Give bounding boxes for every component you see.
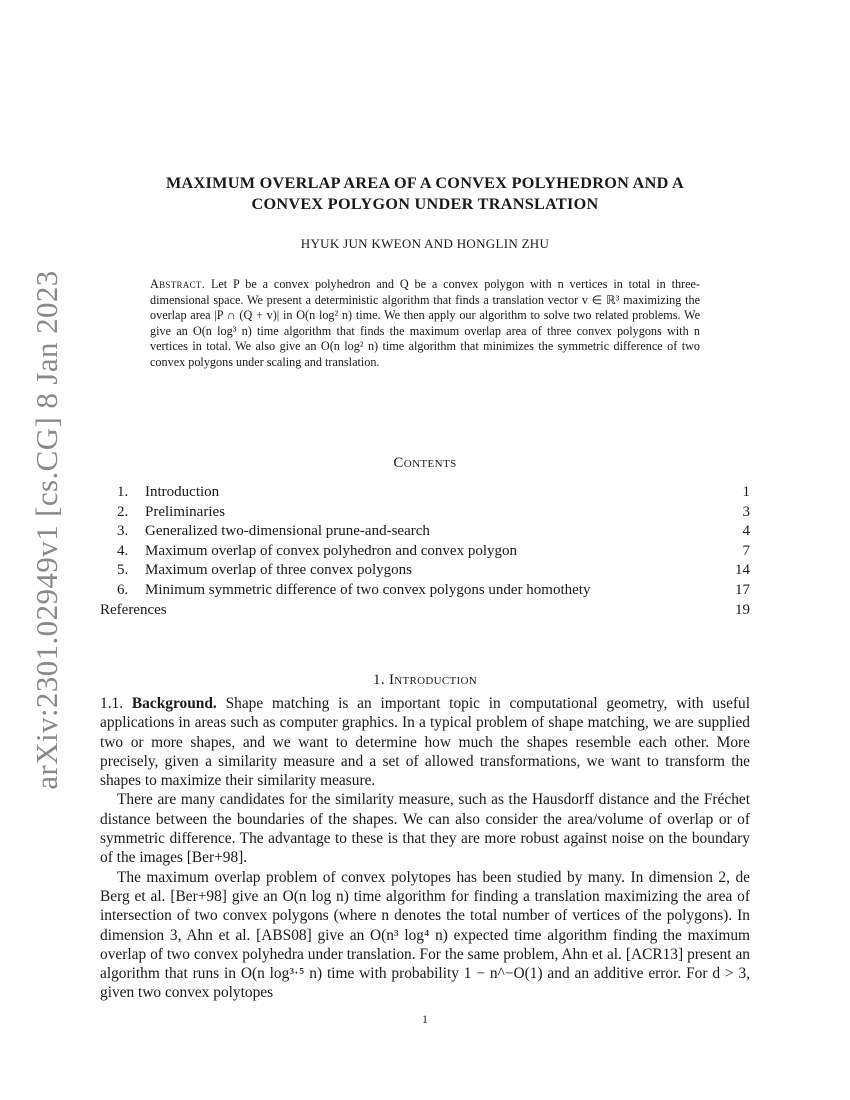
author-list: HYUK JUN KWEON AND HONGLIN ZHU: [300, 236, 550, 251]
paragraph: [100, 694, 750, 790]
toc-entry-title: Generalized two-dimensional prune-and-search: [145, 523, 430, 540]
toc-entry-title: Preliminaries: [145, 503, 225, 520]
title-line-2: CONVEX POLYGON UNDER TRANSLATION: [251, 195, 599, 213]
paragraph: The maximum overlap problem of convex polytopes has been studied by many. In dimension 2, de Berg et al. [Ber+98] give an O(n log n) time algorithm for finding a translation maximizing the area of intersection of two convex polygons (where n denotes the total number of vertices of the polygons). In dimension 3, Ahn et al. [ABS08] give an O(n³ log⁴ n) expected time algorithm finding the maximum overlap of two convex polyhedra under translation. For the same problem, Ahn et al. [ACR13] present an algorithm that runs in O(n log³·⁵ n) time with probability 1 − n^−O(1) and an additive error. For d > 3, given two convex polytopes: [100, 868, 750, 1002]
toc-entry-page: 14: [735, 562, 750, 579]
subsection-heading: Background.: [131, 695, 217, 712]
toc-entry-page: 7: [742, 542, 750, 559]
toc-entry-title: References: [100, 601, 167, 618]
table-of-contents: [100, 483, 750, 620]
abstract-heading: Abstract.: [150, 277, 206, 291]
toc-entry[interactable]: [117, 561, 750, 581]
paper-title: [100, 173, 750, 215]
toc-entry-number: 4.: [117, 542, 129, 559]
page-number: 1: [422, 1012, 428, 1026]
abstract-text: Let P be a convex polyhedron and Q be a convex polygon with n vertices in total in three-dimensional space. We present a deterministic algorithm that finds a translation vector v ∈ ℝ³ maximizing the overlap area |P ∩ (Q + v)| in O(n log² n) time. We then apply our algorithm to solve two related problems. We give an O(n log³ n) time algorithm that finds the maximum overlap area of three convex polygons with n vertices in total. We also give an O(n log² n) time algorithm that minimizes the symmetric difference of two convex polygons under scaling and translation.: [150, 277, 700, 369]
toc-entry-page: 4: [742, 523, 750, 540]
toc-entry-number: 2.: [117, 503, 129, 520]
arxiv-identifier-text: arXiv:2301.02949v1 [cs.CG] 8 Jan 2023: [29, 270, 64, 790]
body-text: [100, 694, 750, 1003]
toc-entry[interactable]: [117, 581, 750, 601]
toc-entry-page: 19: [735, 601, 750, 618]
toc-entry[interactable]: [117, 522, 750, 542]
toc-entry[interactable]: [117, 483, 750, 503]
title-line-1: MAXIMUM OVERLAP AREA OF A CONVEX POLYHEDRON AND A: [165, 174, 685, 192]
section-heading: [100, 672, 750, 689]
toc-entry-number: 3.: [117, 523, 129, 540]
paragraph: There are many candidates for the similarity measure, such as the Hausdorff distance and the Fréchet distance between the boundaries of the shapes. We can also consider the area/volume of overlap or of symmetric difference. The advantage to these is that they are more robust against noise on the boundary of the images [Ber+98].: [100, 791, 750, 867]
contents-heading: Contents: [393, 455, 457, 471]
toc-entry-number: 5.: [117, 562, 129, 579]
toc-entry-page: 17: [735, 581, 750, 598]
toc-entry-title: Introduction: [145, 484, 220, 500]
subsection-number: 1.1.: [100, 695, 124, 712]
toc-entry-number: 6.: [117, 581, 129, 598]
toc-entry-number: 1.: [117, 484, 129, 500]
toc-entry-title: Minimum symmetric difference of two convex polygons under homothety: [145, 581, 591, 598]
toc-entry-references[interactable]: [100, 601, 750, 621]
toc-entry-page: 3: [742, 503, 750, 520]
section-number: 1.: [373, 672, 385, 688]
toc-entry-page: 1: [742, 484, 750, 500]
section-title: Introduction: [388, 672, 477, 688]
toc-entry-title: Maximum overlap of convex polyhedron and convex polygon: [145, 542, 517, 559]
toc-entry[interactable]: [117, 503, 750, 523]
toc-entry[interactable]: [117, 542, 750, 562]
abstract: [150, 277, 700, 370]
toc-entry-title: Maximum overlap of three convex polygons: [145, 562, 413, 579]
paragraph-text: Shape matching is an important topic in computational geometry, with useful applications in areas such as computer graphics. In a typical problem of shape matching, we are supplied two or more shapes, and we want to determine how much the shapes resemble each other. More precisely, given a similarity measure and a set of allowed transformations, we want to transform the shapes to maximize their similarity measure.: [100, 695, 750, 790]
